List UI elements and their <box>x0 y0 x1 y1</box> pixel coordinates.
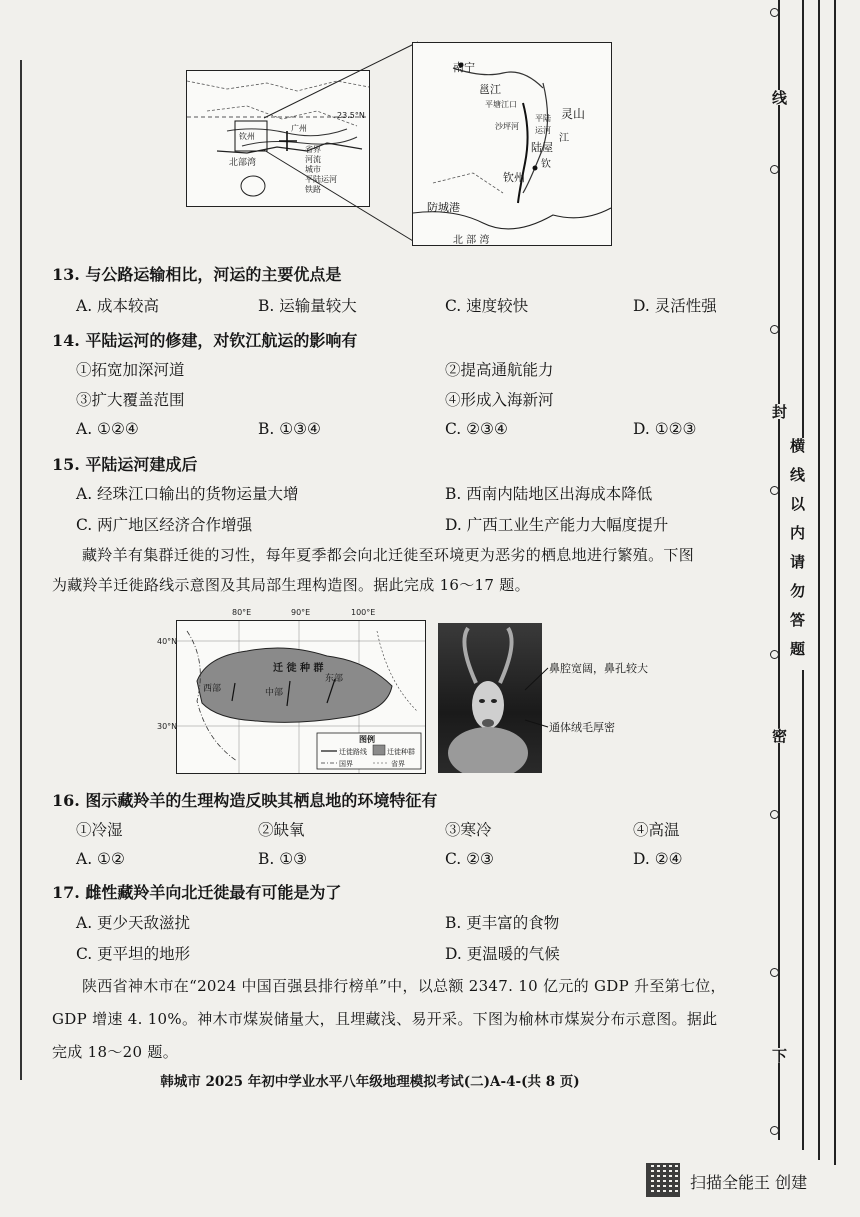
intro-18-line-3: 完成 18～20 题。 <box>52 1043 179 1061</box>
binding-line-3 <box>818 0 820 1160</box>
binding-hole <box>770 650 779 659</box>
q13-option-d[interactable]: D. 灵活性强 <box>633 297 717 315</box>
legend-border: 国界 <box>339 760 353 768</box>
intro-18-20 <box>52 970 752 1069</box>
question-17-stem: 17. 雌性藏羚羊向北迁徙最有可能是为了 <box>52 883 342 902</box>
q15-option-a[interactable]: A. 经珠江口输出的货物运量大增 <box>76 485 299 503</box>
q16-item-4: ④高温 <box>633 821 680 839</box>
page-footer: 韩城市 2025 年初中学业水平八年级地理模拟考试(二)A-4-(共 8 页) <box>160 1074 580 1090</box>
q14-item-3: ③扩大覆盖范围 <box>76 391 185 409</box>
scanner-brand-label: 扫描全能王 创建 <box>690 1173 808 1192</box>
q13-option-c[interactable]: C. 速度较快 <box>445 297 529 315</box>
question-15-stem: 15. 平陆运河建成后 <box>52 455 198 474</box>
q17-option-c[interactable]: C. 更平坦的地形 <box>76 945 191 963</box>
question-14-stem: 14. 平陆运河的修建，对钦江航运的影响有 <box>52 331 358 350</box>
binding-hole <box>770 486 779 495</box>
q14-option-d[interactable]: D. ①②③ <box>633 420 697 438</box>
lon-90: 90°E <box>291 608 311 617</box>
label-lingshan: 灵山 <box>561 107 586 121</box>
legend-river: 河流 <box>305 155 321 164</box>
group-mid: 中部 <box>265 688 284 698</box>
label-pingtang: 平塘江口 <box>485 100 517 109</box>
question-16-stem: 16. 图示藏羚羊的生理构造反映其栖息地的环境特征有 <box>52 791 438 810</box>
q13-option-a[interactable]: A. 成本较高 <box>76 297 160 315</box>
q17-option-a[interactable]: A. 更少天敌滋扰 <box>76 914 191 932</box>
label-qin: 钦 <box>541 159 551 170</box>
photo-label-nose: 鼻腔宽阔，鼻孔较大 <box>549 662 648 675</box>
q16-option-d[interactable]: D. ②④ <box>633 850 683 868</box>
lat-30: 30°N <box>157 722 178 731</box>
lat-40: 40°N <box>157 637 178 646</box>
label-qinzhou: 钦州 <box>503 171 525 184</box>
binding-hole <box>770 8 779 17</box>
label-fangcheng: 防城港 <box>427 201 460 214</box>
q16-option-c[interactable]: C. ②③ <box>445 850 494 868</box>
group-east: 东部 <box>325 674 344 684</box>
legend-province: 省界 <box>391 760 405 768</box>
q15-option-c[interactable]: C. 两广地区经济合作增强 <box>76 516 253 534</box>
label-nanning: 南宁 <box>453 61 475 74</box>
pinglu-canal-zoom-map <box>412 42 612 246</box>
binding-notice: 横线以内请勿答题 <box>788 438 806 670</box>
legend-group: 迁徙种群 <box>387 748 415 756</box>
binding-mi: 密 <box>770 728 788 743</box>
q14-option-a[interactable]: A. ①②④ <box>76 420 139 438</box>
label-jiang: 江 <box>559 133 569 144</box>
lon-100: 100°E <box>351 608 376 617</box>
legend-canal: 平陆运河 <box>305 175 337 184</box>
q15-option-b[interactable]: B. 西南内陆地区出海成本降低 <box>445 485 653 503</box>
overview-gulf-label: 北部湾 <box>229 158 257 168</box>
q14-item-2: ②提高通航能力 <box>445 361 554 379</box>
binding-xia: 下 <box>770 1048 788 1063</box>
label-canal-1: 平陆 <box>535 114 551 123</box>
q14-option-c[interactable]: C. ②③④ <box>445 420 508 438</box>
binding-line-4 <box>834 0 836 1165</box>
intro-16-line-2: 为藏羚羊迁徙路线示意图及其局部生理构造图。据此完成 16～17 题。 <box>52 576 530 594</box>
q14-item-4: ④形成入海新河 <box>445 391 554 409</box>
intro-18-line-2: GDP 增速 4. 10%。神木市煤炭储量大，且埋藏浅、易开采。下图为榆林市煤炭分布示意图。据此 <box>52 1010 718 1028</box>
q16-option-a[interactable]: A. ①② <box>76 850 125 868</box>
group-name: 迁 徙 种 群 <box>273 663 324 674</box>
legend-province: 省界 <box>305 145 321 154</box>
binding-hole <box>770 1126 779 1135</box>
binding-hole <box>770 810 779 819</box>
legend-route: 迁徙路线 <box>339 748 367 756</box>
label-canal-2: 运河 <box>535 126 551 135</box>
q16-item-3: ③寒冷 <box>445 821 492 839</box>
label-yongjiang: 邕江 <box>479 83 501 96</box>
legend-city: 城市 <box>305 165 321 174</box>
overview-label-guangzhou: 广州 <box>291 124 307 133</box>
intro-18-line-1: 陕西省神木市在“2024 中国百强县排行榜单”中，以总额 2347. 10 亿元的 GDP 升至第七位， <box>82 977 726 995</box>
photo-label-fur: 通体绒毛厚密 <box>549 721 615 734</box>
q14-option-b[interactable]: B. ①③④ <box>258 420 321 438</box>
binding-feng: 封 <box>770 404 788 419</box>
intro-16-17 <box>52 540 752 600</box>
q16-item-1: ①冷湿 <box>76 821 123 839</box>
binding-hole <box>770 165 779 174</box>
label-shapinghe: 沙坪河 <box>495 122 519 131</box>
q13-option-b[interactable]: B. 运输量较大 <box>258 297 357 315</box>
latitude-label: 23.5°N <box>337 111 365 120</box>
overview-label-qinzhou: 钦州 <box>239 132 255 141</box>
q17-option-b[interactable]: B. 更丰富的食物 <box>445 914 560 932</box>
label-luwu: 陆屋 <box>531 141 553 154</box>
qr-code-icon <box>646 1163 680 1197</box>
legend-title: 图例 <box>359 735 375 744</box>
antelope-migration-map <box>157 608 426 774</box>
legend-railway: 铁路 <box>305 185 321 194</box>
intro-16-line-1: 藏羚羊有集群迁徙的习性，每年夏季都会向北迁徙至环境更为恶劣的栖息地进行繁殖。下图 <box>82 546 695 564</box>
binding-xian: 线 <box>770 90 788 105</box>
lon-80: 80°E <box>232 608 252 617</box>
label-beibu: 北 部 湾 <box>453 235 490 246</box>
q16-item-2: ②缺氧 <box>258 821 305 839</box>
binding-hole <box>770 325 779 334</box>
q14-item-1: ①拓宽加深河道 <box>76 361 185 379</box>
q15-option-d[interactable]: D. 广西工业生产能力大幅度提升 <box>445 516 669 534</box>
q17-option-d[interactable]: D. 更温暖的气候 <box>445 945 560 963</box>
group-west: 西部 <box>203 684 222 694</box>
question-13-stem: 13. 与公路运输相比，河运的主要优点是 <box>52 265 342 284</box>
binding-hole <box>770 968 779 977</box>
q16-option-b[interactable]: B. ①③ <box>258 850 308 868</box>
